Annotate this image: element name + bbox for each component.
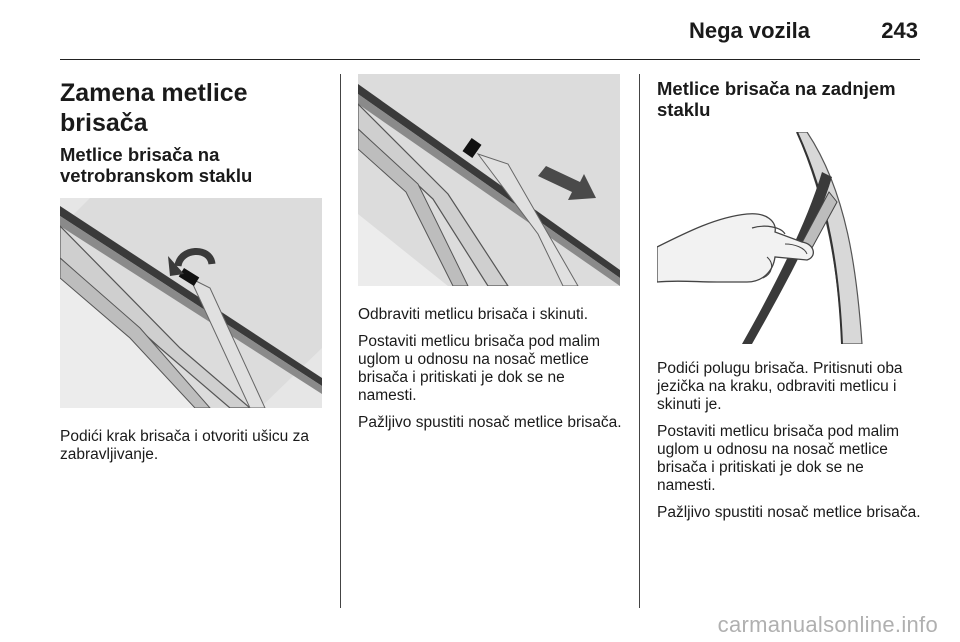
instruction-paragraph: Podići polugu brisača. Pritisnuti oba jezička na kraku, odbraviti metlicu i skinuti je.: [657, 360, 903, 413]
instruction-paragraph: Postaviti metlicu brisača pod malim uglom u odnosu na nosač metlice brisača i pritiskati je dok se ne namesti.: [657, 423, 900, 494]
wiper-blade-lift-illustration: [60, 198, 322, 408]
section-title: Nega vozila: [688, 18, 810, 43]
instruction-paragraph: Podići krak brisača i otvoriti ušicu za zabravljivanje.: [60, 428, 309, 463]
column-divider: [639, 74, 640, 608]
rear-wiper-hand-illustration: [657, 132, 919, 344]
instruction-paragraph: Pažljivo spustiti nosač metlice brisača.: [657, 504, 921, 521]
instruction-paragraph: Pažljivo spustiti nosač metlice brisača.: [358, 414, 622, 431]
column-3: [657, 74, 923, 522]
wiper-lift-icon: [60, 198, 322, 408]
wiper-remove-icon: [358, 74, 620, 286]
header-divider: [60, 59, 920, 60]
instruction-paragraph: Odbraviti metlicu brisača i skinuti.: [358, 306, 588, 323]
subheading-windshield: Metlice brisača na vetrobranskom staklu: [60, 144, 253, 186]
watermark: carmanualsonline.info: [717, 612, 938, 637]
subheading-rear-window: Metlice brisača na zadnjem staklu: [657, 78, 896, 120]
wiper-blade-remove-illustration: [358, 74, 620, 286]
column-divider: [340, 74, 341, 608]
column-2: [358, 74, 624, 432]
page-number: 243: [881, 18, 918, 43]
main-heading: Zamena metlice brisača: [60, 79, 248, 137]
column-1: [60, 74, 326, 464]
instruction-paragraph: Postaviti metlicu brisača pod malim uglom u odnosu na nosač metlice brisača i pritiskati je dok se ne namesti.: [358, 333, 601, 404]
rear-wiper-icon: [657, 132, 919, 344]
